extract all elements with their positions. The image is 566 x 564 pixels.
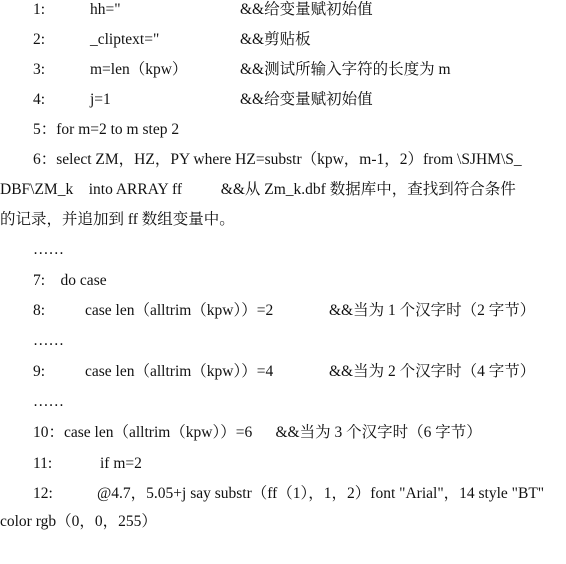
line-number: 4:	[33, 91, 46, 108]
line-number: 11:	[33, 455, 53, 472]
code-text: @4.7，5.05+j say substr（ff（1），1，2）font "Arial"，14 style "BT"	[97, 485, 545, 502]
line-number: 8:	[33, 302, 46, 319]
code-comment: &&给变量赋初始值	[240, 1, 373, 18]
code-text: m=len（kpw）	[90, 61, 188, 78]
code-text: case len（alltrim（kpw））=4	[85, 363, 274, 380]
line-number: 9:	[33, 363, 46, 380]
code-line-6: 6：select ZM，HZ，PY where HZ=substr（kpw，m-1，2）from \SJHM\S_	[33, 151, 522, 168]
code-comment: &&当为 2 个汉字时（4 字节）	[329, 363, 536, 380]
code-comment: &&测试所输入字符的长度为 m	[240, 61, 451, 78]
line-number: 3:	[33, 61, 46, 78]
code-comment: &&给变量赋初始值	[240, 91, 373, 108]
code-text: if m=2	[100, 455, 142, 472]
code-line-9	[0, 362, 566, 462]
code-text: hh="	[90, 1, 121, 18]
code-text: _cliptext="	[90, 31, 160, 48]
code-line-10: 10：case len（alltrim（kpw））=6 &&当为 3 个汉字时（6 字节）	[33, 424, 482, 441]
code-line-12-continued: color rgb（0，0，255）	[0, 513, 157, 530]
code-text: j=1	[90, 91, 111, 108]
ellipsis: ……	[33, 241, 64, 258]
line-number: 12:	[33, 485, 53, 502]
code-line-7: 7: do case	[33, 272, 107, 289]
code-comment: &&剪贴板	[240, 31, 311, 48]
code-comment: &&当为 1 个汉字时（2 字节）	[329, 302, 536, 319]
code-text: case len（alltrim（kpw））=2	[85, 302, 274, 319]
ellipsis: ……	[33, 393, 64, 410]
code-line-4	[0, 90, 566, 190]
line-number: 2:	[33, 31, 46, 48]
ellipsis: ……	[33, 332, 64, 349]
code-line-6-continued: DBF\ZM_k into ARRAY ff &&从 Zm_k.dbf 数据库中，查找到符合条件	[0, 181, 516, 198]
line-number: 1:	[33, 1, 46, 18]
code-line-6-continued: 的记录，并追加到 ff 数组变量中。	[0, 211, 235, 228]
code-line-5: 5：for m=2 to m step 2	[33, 121, 180, 138]
